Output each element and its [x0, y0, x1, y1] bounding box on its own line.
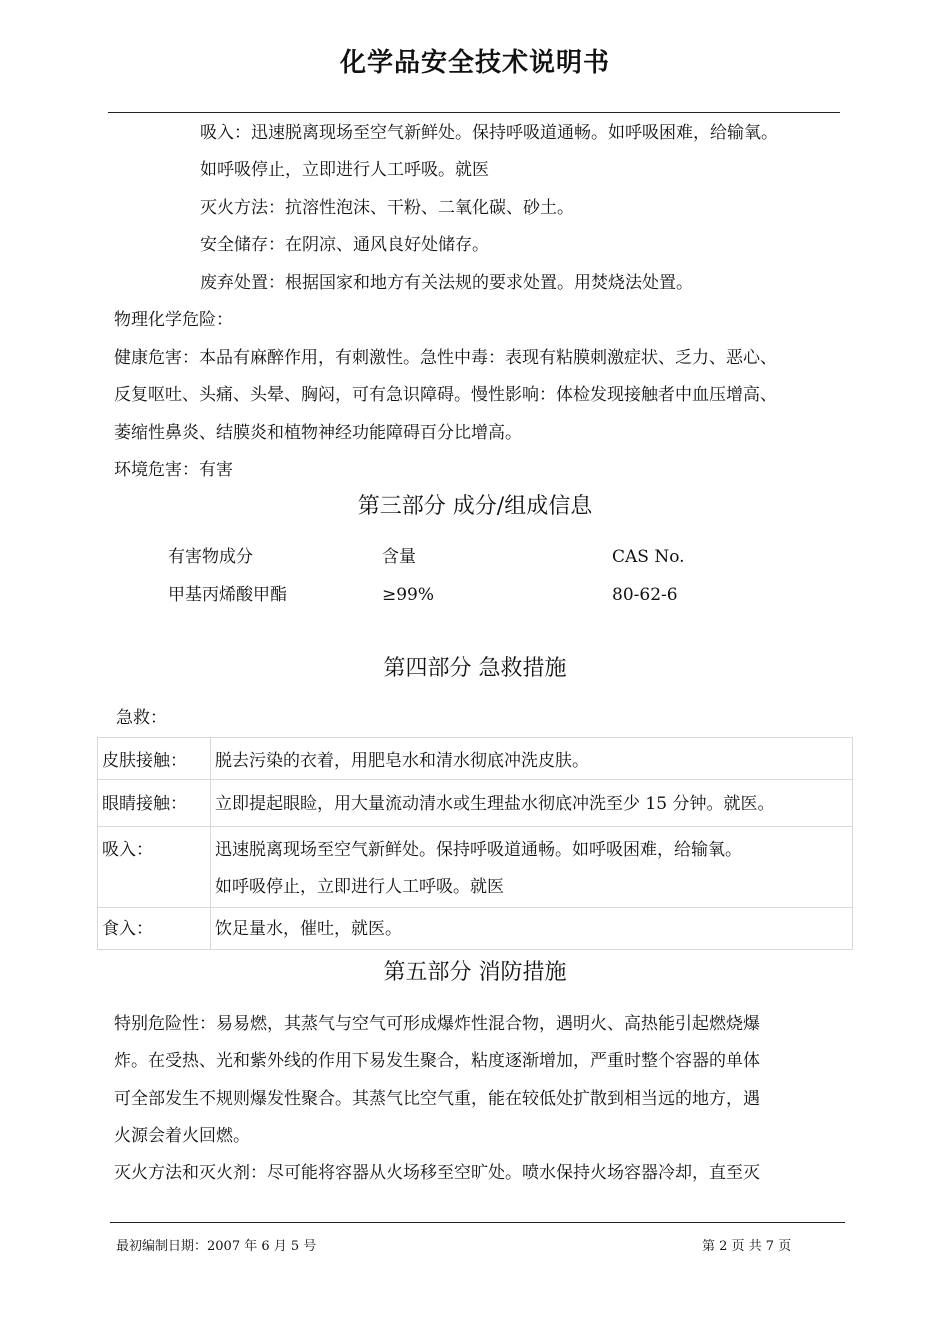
composition-header-cas: CAS No. [612, 547, 685, 567]
first-aid-ingest-label: 食入： [98, 908, 211, 950]
table-row [98, 827, 853, 908]
intro-line: 安全储存：在阴凉、通风良好处储存。 [200, 235, 489, 255]
table-row [98, 780, 853, 827]
composition-cas: 80-62-6 [612, 585, 678, 605]
first-aid-inhale-label: 吸入： [98, 827, 211, 908]
header-rule [108, 112, 840, 113]
intro-line: 废弃处置：根据国家和地方有关法规的要求处置。用焚烧法处置。 [200, 273, 693, 293]
intro-line: 灭火方法：抗溶性泡沫、干粉、二氧化碳、砂土。 [200, 198, 574, 218]
intro-line: 如呼吸停止，立即进行人工呼吸。就医 [200, 160, 489, 180]
fire-line: 可全部发生不规则爆发性聚合。其蒸气比空气重，能在较低处扩散到相当远的地方，遇 [114, 1089, 760, 1109]
health-hazard-line: 反复呕吐、头痛、头晕、胸闷，可有急识障碍。慢性影响：体检发现接触者中血压增高、 [114, 385, 777, 405]
fire-line: 炸。在受热、光和紫外线的作用下易发生聚合，粘度逐渐增加，严重时整个容器的单体 [114, 1051, 760, 1071]
section4-heading: 第四部分 急救措施 [383, 656, 567, 681]
first-aid-inhale-line: 迅速脱离现场至空气新鲜处。保持呼吸道通畅。如呼吸困难，给输氧。 [215, 840, 742, 860]
document-title: 化学品安全技术说明书 [339, 48, 610, 78]
fire-line: 灭火方法和灭火剂：尽可能将容器从火场移至空旷处。喷水保持火场容器冷却，直至灭 [114, 1163, 760, 1183]
table-row [98, 738, 853, 780]
footer-page-number: 第 2 页 共 7 页 [702, 1239, 792, 1254]
composition-ingredient: 甲基丙烯酸甲酯 [168, 585, 287, 605]
composition-header-content: 含量 [382, 547, 416, 567]
table-row [98, 908, 853, 950]
footer-date: 最初编制日期：2007 年 6 月 5 号 [116, 1239, 317, 1254]
fire-line: 特别危险性：易易燃，其蒸气与空气可形成爆炸性混合物，遇明火、高热能引起燃烧爆 [114, 1014, 760, 1034]
first-aid-skin-label: 皮肤接触： [98, 738, 211, 780]
fire-line: 火源会着火回燃。 [114, 1126, 250, 1146]
health-hazard-line: 健康危害：本品有麻醉作用，有刺激性。急性中毒：表现有粘膜刺激症状、乏力、恶心、 [114, 348, 777, 368]
first-aid-table [97, 737, 853, 950]
health-hazard-line: 萎缩性鼻炎、结膜炎和植物神经功能障碍百分比增高。 [114, 423, 522, 443]
first-aid-ingest-text: 饮足量水，催吐，就医。 [211, 908, 853, 950]
physchem-hazard: 物理化学危险： [114, 310, 233, 330]
composition-content: ≥99% [382, 585, 435, 605]
first-aid-inhale-text [211, 827, 853, 908]
first-aid-skin-text: 脱去污染的衣着，用肥皂水和清水彻底冲洗皮肤。 [211, 738, 853, 780]
section3-heading: 第三部分 成分/组成信息 [357, 494, 593, 519]
first-aid-label: 急救： [116, 708, 167, 728]
first-aid-inhale-line: 如呼吸停止，立即进行人工呼吸。就医 [215, 877, 504, 897]
composition-header-ingredient: 有害物成分 [168, 547, 253, 567]
env-hazard: 环境危害：有害 [114, 460, 233, 480]
footer-rule [110, 1222, 845, 1223]
intro-line: 吸入：迅速脱离现场至空气新鲜处。保持呼吸道通畅。如呼吸困难，给输氧。 [200, 123, 778, 143]
first-aid-eye-text: 立即提起眼睑，用大量流动清水或生理盐水彻底冲洗至少 15 分钟。就医。 [211, 780, 853, 827]
section5-heading: 第五部分 消防措施 [383, 960, 567, 985]
first-aid-eye-label: 眼睛接触： [98, 780, 211, 827]
